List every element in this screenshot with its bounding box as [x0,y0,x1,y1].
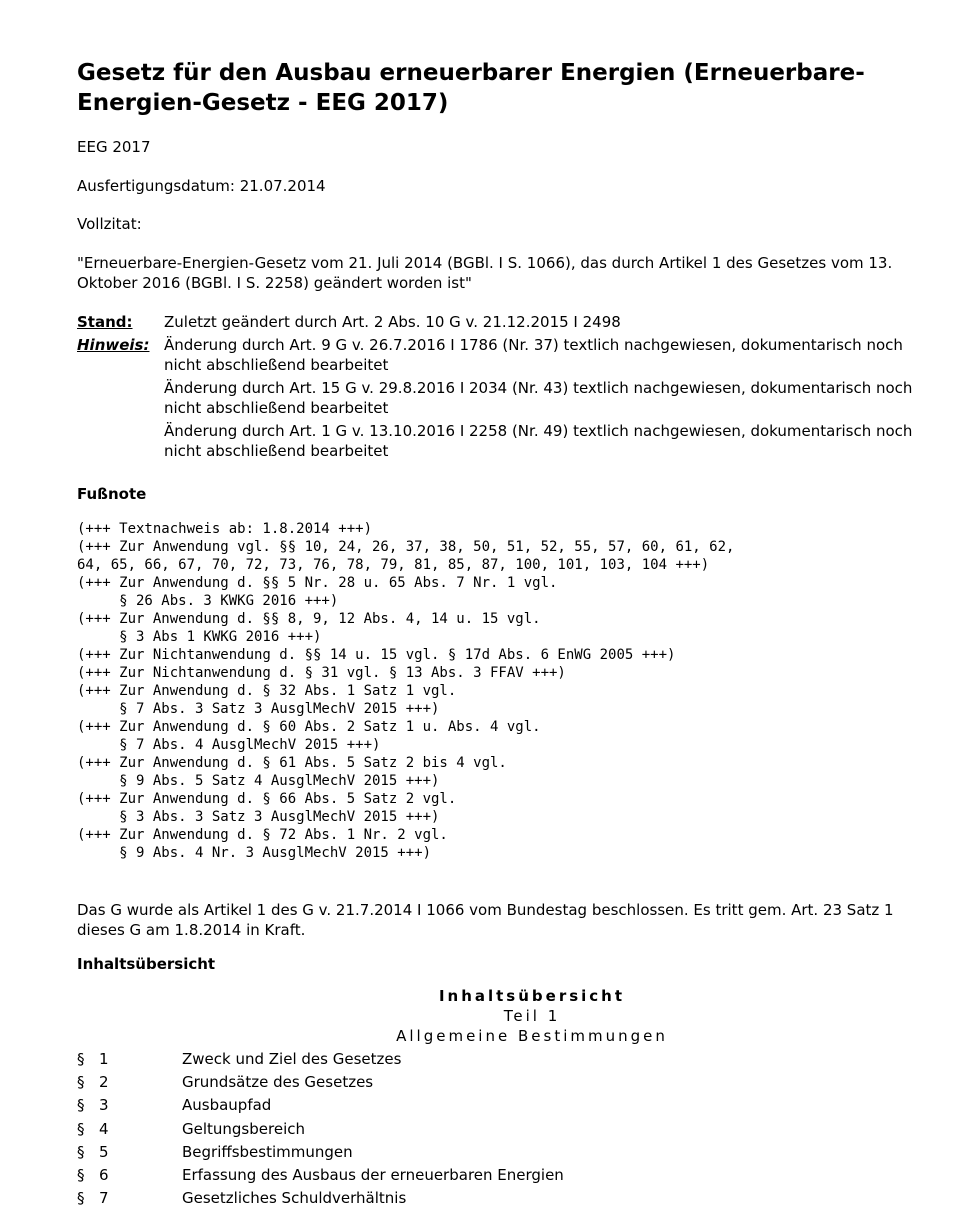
vollzitat-text: "Erneuerbare-Energien-Gesetz vom 21. Juli 2014 (BGBl. I S. 1066), das durch Artikel 1 des Gesetzes vom 13. Oktober 2016 (BGBl. I S. 2258) geändert worden ist" [77,254,893,292]
fussnote-heading: Fußnote [77,485,147,503]
toc-title: Zweck und Ziel des Gesetzes [182,1050,402,1068]
toc-list [77,1048,564,1210]
hinweis-item: Änderung durch Art. 15 G v. 29.8.2016 I 2034 (Nr. 43) textlich nachgewiesen, dokumentarisch noch nicht abschließend bearbeitet [164,379,913,417]
ausfertigungsdatum: Ausfertigungsdatum: 21.07.2014 [77,177,326,195]
toc-title: Ausbaupfad [182,1096,272,1115]
toc-number: 7 [99,1189,109,1208]
inhaltsuebersicht-heading: Inhaltsübersicht [77,955,216,973]
vollzitat-label: Vollzitat: [77,215,142,233]
status-table [77,312,916,464]
toc-number: 1 [99,1050,109,1068]
toc-heading: Inhaltsübersicht [438,987,626,1005]
toc-headings [77,986,977,1046]
toc-title: Begriffsbestimmungen [182,1142,353,1161]
paragraph-sign: § [77,1096,85,1115]
toc-number: 4 [99,1119,109,1138]
toc-title: Erfassung des Ausbaus der erneuerbaren Energien [182,1165,564,1184]
paragraph-sign: § [77,1142,85,1161]
fussnote-text: (+++ Textnachweis ab: 1.8.2014 +++) (+++ Zur Anwendung vgl. §§ 10, 24, 26, 37, 38, 50, 51, 52, 55, 57, 60, 61, 62, 64, 65, 66, 67, 70, 72, 73, 76, 78, 79, 81, 85, 87, 100, 101, 103, 104 +++) (+++ Zur Anwendung d. §§ 5 Nr. 28 u. 65 Abs. 7 Nr. 1 vgl. § 26 Abs. 3 KWKG 2016 +++) (+++ Zur Anwendung d. §§ 8, 9, 12 Abs. 4, 14 u. 15 vgl. § 3 Abs 1 KWKG 2016 +++) (+++ Zur Nichtanwendung d. §§ 14 u. 15 vgl. § 17d Abs. 6 EnWG 2005 +++) (+++ Zur Nichtanwendung d. § 31 vgl. § 13 Abs. 3 FFAV +++) (+++ Zur Anwendung d. § 32 Abs. 1 Satz 1 vgl. § 7 Abs. 3 Satz 3 AusglMechV 2015 +++) (+++ Zur Anwendung d. § 60 Abs. 2 Satz 1 u. Abs. 4 vgl. § 7 Abs. 4 AusglMechV 2015 +++) (+++ Zur Anwendung d. § 61 Abs. 5 Satz 2 bis 4 vgl. § 9 Abs. 5 Satz 4 AusglMechV 2015 +++) (+++ Zur Anwendung d. § 66 Abs. 5 Satz 2 vgl. § 3 Abs. 3 Satz 3 AusglMechV 2015 +++) (+++ Zur Anwendung d. § 72 Abs. 1 Nr. 2 vgl. § 9 Abs. 4 Nr. 3 AusglMechV 2015 +++) [77,521,735,861]
inkraft-text: Das G wurde als Artikel 1 des G v. 21.7.2014 I 1066 vom Bundestag beschlossen. Es tritt gem. Art. 23 Satz 1 dieses G am 1.8.2014 in Kraft. [77,901,894,939]
toc-part: Teil 1 [503,1007,561,1025]
paragraph-sign: § [77,1073,85,1092]
toc-number: 2 [99,1073,109,1092]
paragraph-sign: § [77,1189,85,1208]
hinweis-item: Änderung durch Art. 9 G v. 26.7.2016 I 1786 (Nr. 37) textlich nachgewiesen, dokumentarisch noch nicht abschließend bearbeitet [164,336,903,374]
toc-title: Gesetzliches Schuldverhältnis [182,1189,407,1208]
toc-entry[interactable] [77,1094,564,1117]
stand-label: Stand: [77,313,133,331]
toc-entry[interactable] [77,1187,564,1210]
toc-number: 3 [99,1096,109,1115]
toc-entry[interactable] [77,1071,564,1094]
hinweis-item: Änderung durch Art. 1 G v. 13.10.2016 I 2258 (Nr. 49) textlich nachgewiesen, dokumentarisch noch nicht abschließend bearbeitet [164,422,913,460]
document-title: Gesetz für den Ausbau erneuerbarer Energien (Erneuerbare-Energien-Gesetz - EEG 2017) [77,60,865,116]
toc-entry[interactable] [77,1118,564,1141]
toc-part-title: Allgemeine Bestimmungen [396,1027,668,1045]
paragraph-sign: § [77,1165,85,1184]
toc-entry[interactable] [77,1164,564,1187]
toc-entry[interactable] [77,1048,564,1071]
toc-entry[interactable] [77,1141,564,1164]
toc-number: 5 [99,1142,109,1161]
stand-text: Zuletzt geändert durch Art. 2 Abs. 10 G v. 21.12.2015 I 2498 [164,313,621,331]
hinweis-label: Hinweis: [77,336,150,354]
toc-title: Grundsätze des Gesetzes [182,1073,374,1092]
paragraph-sign: § [77,1119,85,1138]
toc-title: Geltungsbereich [182,1119,305,1138]
toc-number: 6 [99,1165,109,1184]
short-title: EEG 2017 [77,138,151,156]
paragraph-sign: § [77,1050,85,1068]
